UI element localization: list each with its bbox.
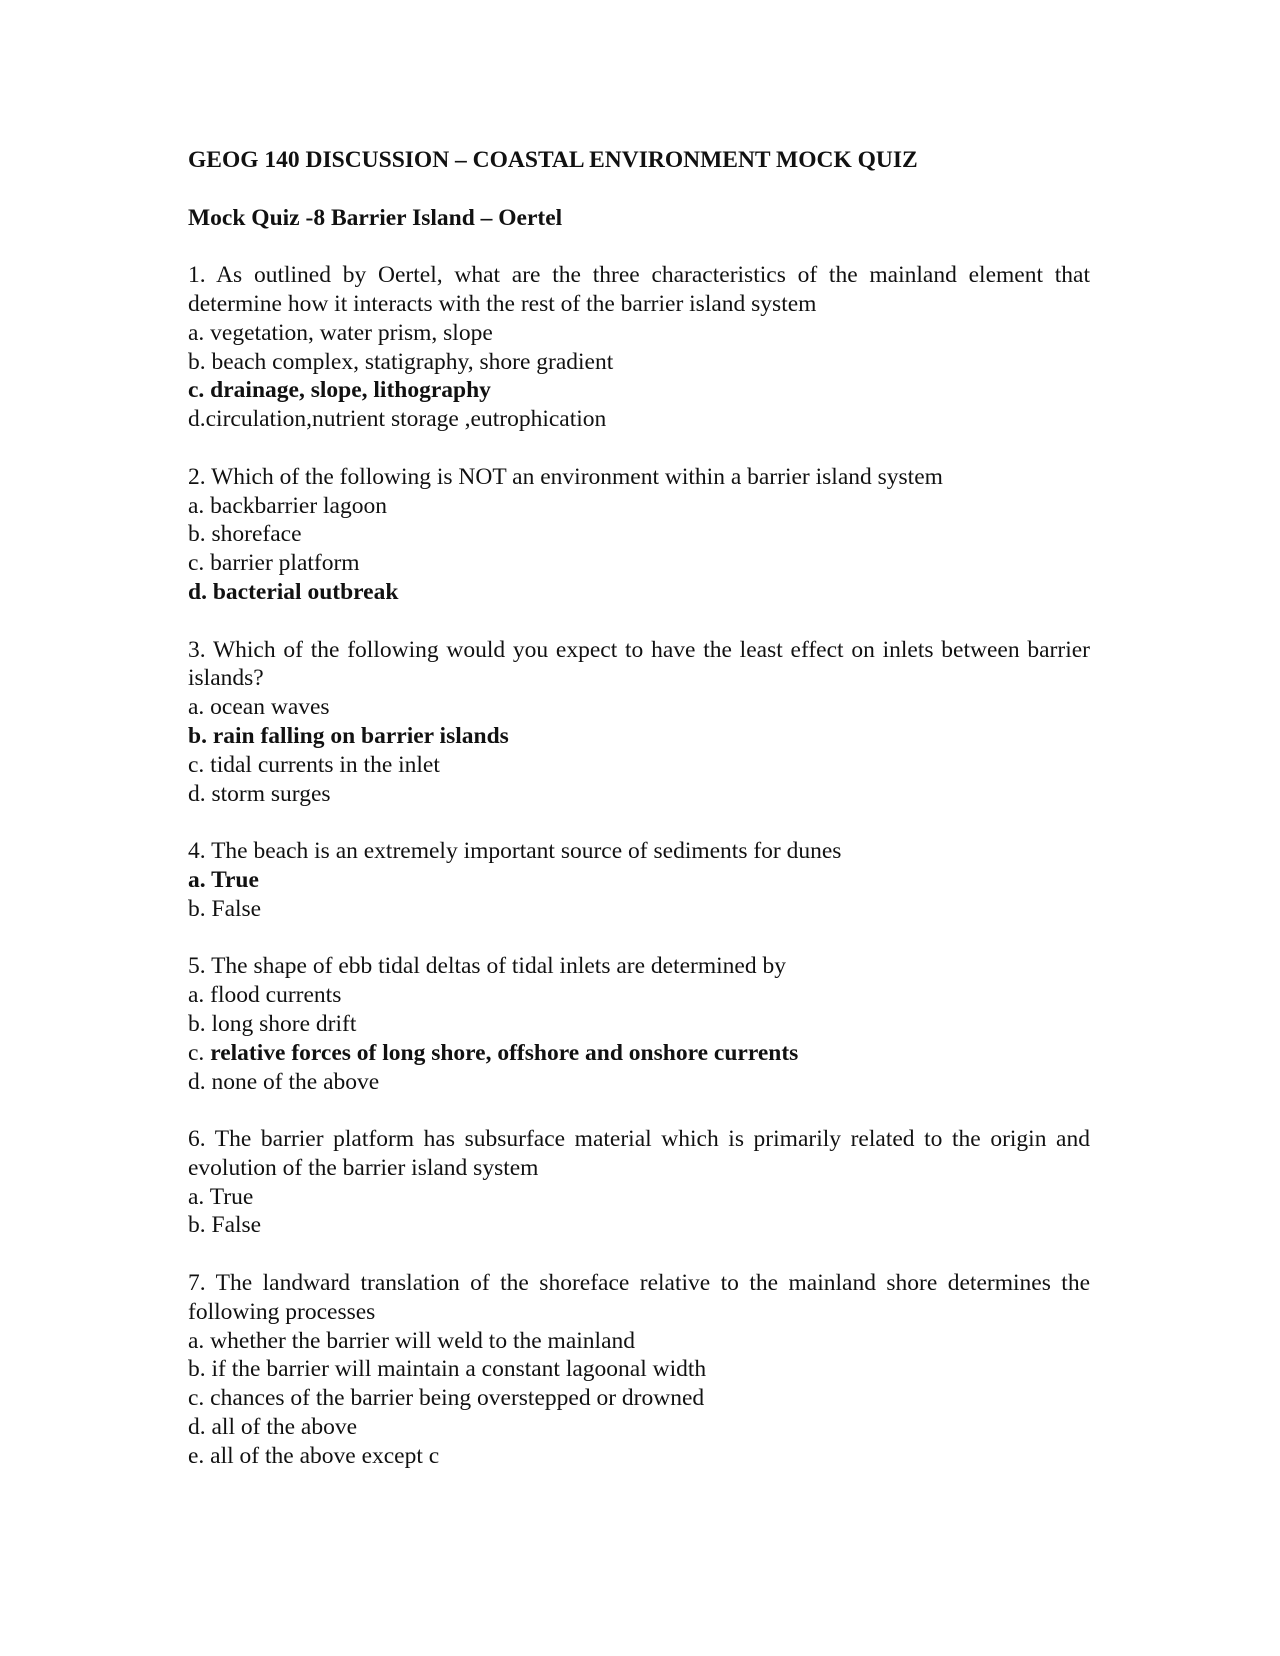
option-d: d. storm surges bbox=[188, 780, 331, 807]
option-prefix: c. bbox=[188, 1039, 211, 1066]
option-a: a. True bbox=[188, 1183, 254, 1210]
option-a: a. vegetation, water prism, slope bbox=[188, 319, 493, 346]
document-title: GEOG 140 DISCUSSION – COASTAL ENVIRONMENT MOCK QUIZ bbox=[188, 147, 918, 173]
option-d-answer: d. bacterial outbreak bbox=[188, 578, 399, 605]
option-c-answer: c. drainage, slope, lithography bbox=[188, 377, 491, 404]
question-stem: 7. The landward translation of the shoreface relative to the mainland shore determines the following processes bbox=[188, 1270, 1090, 1325]
question-6 bbox=[188, 1125, 1090, 1240]
option-c: c. tidal currents in the inlet bbox=[188, 751, 440, 778]
question-7 bbox=[188, 1269, 1090, 1471]
question-stem: 6. The barrier platform has subsurface material which is primarily related to the origin and evolution of the barrier island system bbox=[188, 1126, 1090, 1181]
question-4 bbox=[188, 837, 1090, 923]
option-d: d. all of the above bbox=[188, 1414, 358, 1441]
option-answer-text: relative forces of long shore, offshore and onshore currents bbox=[210, 1039, 799, 1066]
option-d: d.circulation,nutrient storage ,eutrophication bbox=[188, 406, 607, 433]
quiz-page bbox=[188, 146, 1090, 1499]
option-b: b. if the barrier will maintain a constant lagoonal width bbox=[188, 1356, 707, 1383]
option-c-answer bbox=[188, 1039, 1090, 1068]
option-b: b. False bbox=[188, 895, 262, 922]
option-b-answer: b. rain falling on barrier islands bbox=[188, 722, 509, 749]
question-5 bbox=[188, 952, 1090, 1096]
option-b: b. shoreface bbox=[188, 521, 302, 548]
question-stem: 3. Which of the following would you expect to have the least effect on inlets between barrier islands? bbox=[188, 636, 1090, 692]
quiz-subtitle: Mock Quiz -8 Barrier Island – Oertel bbox=[188, 204, 563, 231]
option-e: e. all of the above except c bbox=[188, 1442, 440, 1469]
question-2 bbox=[188, 463, 1090, 607]
option-b: b. False bbox=[188, 1212, 262, 1239]
question-3 bbox=[188, 636, 1090, 809]
option-a-answer: a. True bbox=[188, 866, 259, 893]
question-stem: 4. The beach is an extremely important source of sediments for dunes bbox=[188, 838, 842, 865]
option-c: c. barrier platform bbox=[188, 550, 360, 577]
question-stem: 5. The shape of ebb tidal deltas of tidal inlets are determined by bbox=[188, 953, 786, 980]
option-a: a. whether the barrier will weld to the mainland bbox=[188, 1327, 635, 1354]
option-a: a. flood currents bbox=[188, 982, 342, 1009]
option-b: b. long shore drift bbox=[188, 1010, 357, 1037]
question-stem: 2. Which of the following is NOT an environment within a barrier island system bbox=[188, 463, 943, 490]
question-1 bbox=[188, 261, 1090, 434]
question-stem: 1. As outlined by Oertel, what are the three characteristics of the mainland element that determine how it interacts with the rest of the barrier island system bbox=[188, 262, 1090, 317]
option-d: d. none of the above bbox=[188, 1068, 380, 1095]
option-a: a. ocean waves bbox=[188, 694, 330, 721]
option-c: c. chances of the barrier being overstepped or drowned bbox=[188, 1385, 705, 1412]
option-b: b. beach complex, statigraphy, shore gradient bbox=[188, 348, 614, 375]
option-a: a. backbarrier lagoon bbox=[188, 492, 387, 519]
